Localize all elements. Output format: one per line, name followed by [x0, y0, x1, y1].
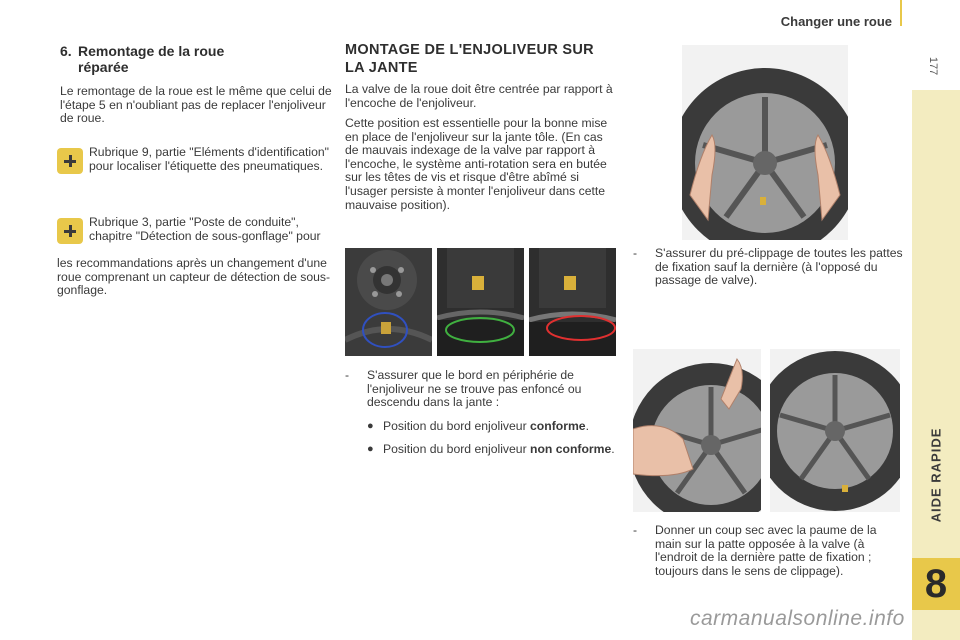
header-rule [900, 0, 902, 26]
photo-hands-on-wheel [682, 45, 848, 240]
subitem-text [383, 443, 615, 457]
subitem-text [383, 420, 589, 434]
left-paragraph: Le remontage de la roue est le même que celui de l'étape 5 en n'oubliant pas de replacer l'enjoliveur de roue. [60, 84, 332, 126]
photo-rim-green [437, 248, 524, 356]
side-label [918, 395, 954, 555]
subitem-end: . [585, 418, 589, 433]
right-item-2: Donner un coup sec avec la paume de la main sur la patte opposée à la valve (à l'endroit de la dernière patte de fixation ; toujours dans le sens de clippage). [655, 523, 877, 578]
bullet-dot: ● [367, 419, 374, 432]
photo-hand-strike [633, 349, 761, 512]
dash: - [633, 246, 638, 260]
header-title: Changer une roue [780, 14, 892, 29]
plus-icon [57, 218, 83, 244]
chapter-number: 8 [912, 558, 960, 610]
photo-wheel-complete [770, 349, 900, 512]
dash: - [633, 523, 638, 537]
middle-list [345, 369, 615, 457]
subitem-normal: Position du bord enjoliveur [383, 442, 531, 457]
list-subitem [345, 443, 615, 457]
subitem-end: . [611, 442, 615, 457]
middle-paragraph-2: Cette position est essentielle pour la bonne mise en place de l'enjoliveur sur la jante tôle. (En cas de mauvais indexage de la valve par rapport à l'encoche, le système anti-rotation sera en butée sur les têtes de vis et risque d'être abîmé si l'usager persiste à monter l'enjoliveur dans cette mauvaise position). [345, 116, 608, 212]
list-item [345, 369, 615, 410]
side-label-text: AIDE RAPIDE [928, 427, 944, 523]
list-item [633, 524, 903, 578]
photo-valve-blue [345, 248, 432, 356]
list-subitem [345, 420, 615, 434]
middle-paragraph-1: La valve de la roue doit être centrée par rapport à l'encoche de l'enjoliveur. [345, 82, 613, 110]
right-list-2 [633, 524, 903, 578]
subitem-bold: conforme [530, 418, 586, 433]
list-intro: S'assurer que le bord en périphérie de l'enjoliveur ne se trouve pas enfoncé ou descendu dans la jante : [367, 368, 582, 410]
section-number: 6. [60, 43, 72, 59]
page-number: 177 [926, 56, 939, 76]
section-heading-line2: réparée [78, 59, 129, 75]
right-list-1 [633, 247, 903, 288]
subitem-bold: non conforme [530, 442, 612, 457]
middle-title: MONTAGE DE L'ENJOLIVEUR SUR LA JANTE [345, 42, 594, 76]
section-heading-line1: Remontage de la roue [78, 43, 225, 59]
list-item [633, 247, 903, 288]
note-text: Rubrique 9, partie "Eléments d'identification" pour localiser l'étiquette des pneumatiques. [89, 145, 329, 173]
watermark: carmanualsonline.info [690, 607, 905, 630]
section-heading [60, 43, 320, 75]
note-continuation: les recommandations après un changement d'une roue comprenant un capteur de détection de sous-gonflage. [57, 256, 331, 298]
right-item-1: S'assurer du pré-clippage de toutes les pattes de fixation sauf la dernière (à l'opposé du passage de valve). [655, 246, 903, 288]
plus-icon [57, 148, 83, 174]
bullet-dot: ● [367, 443, 374, 456]
note-text: Rubrique 3, partie "Poste de conduite", chapitre "Détection de sous-gonflage" pour [89, 215, 321, 243]
note-rubrique-3 [57, 216, 332, 246]
dash: - [345, 368, 350, 382]
subitem-normal: Position du bord enjoliveur [383, 418, 531, 433]
photo-rim-red [529, 248, 616, 356]
note-rubrique-9 [57, 146, 332, 191]
